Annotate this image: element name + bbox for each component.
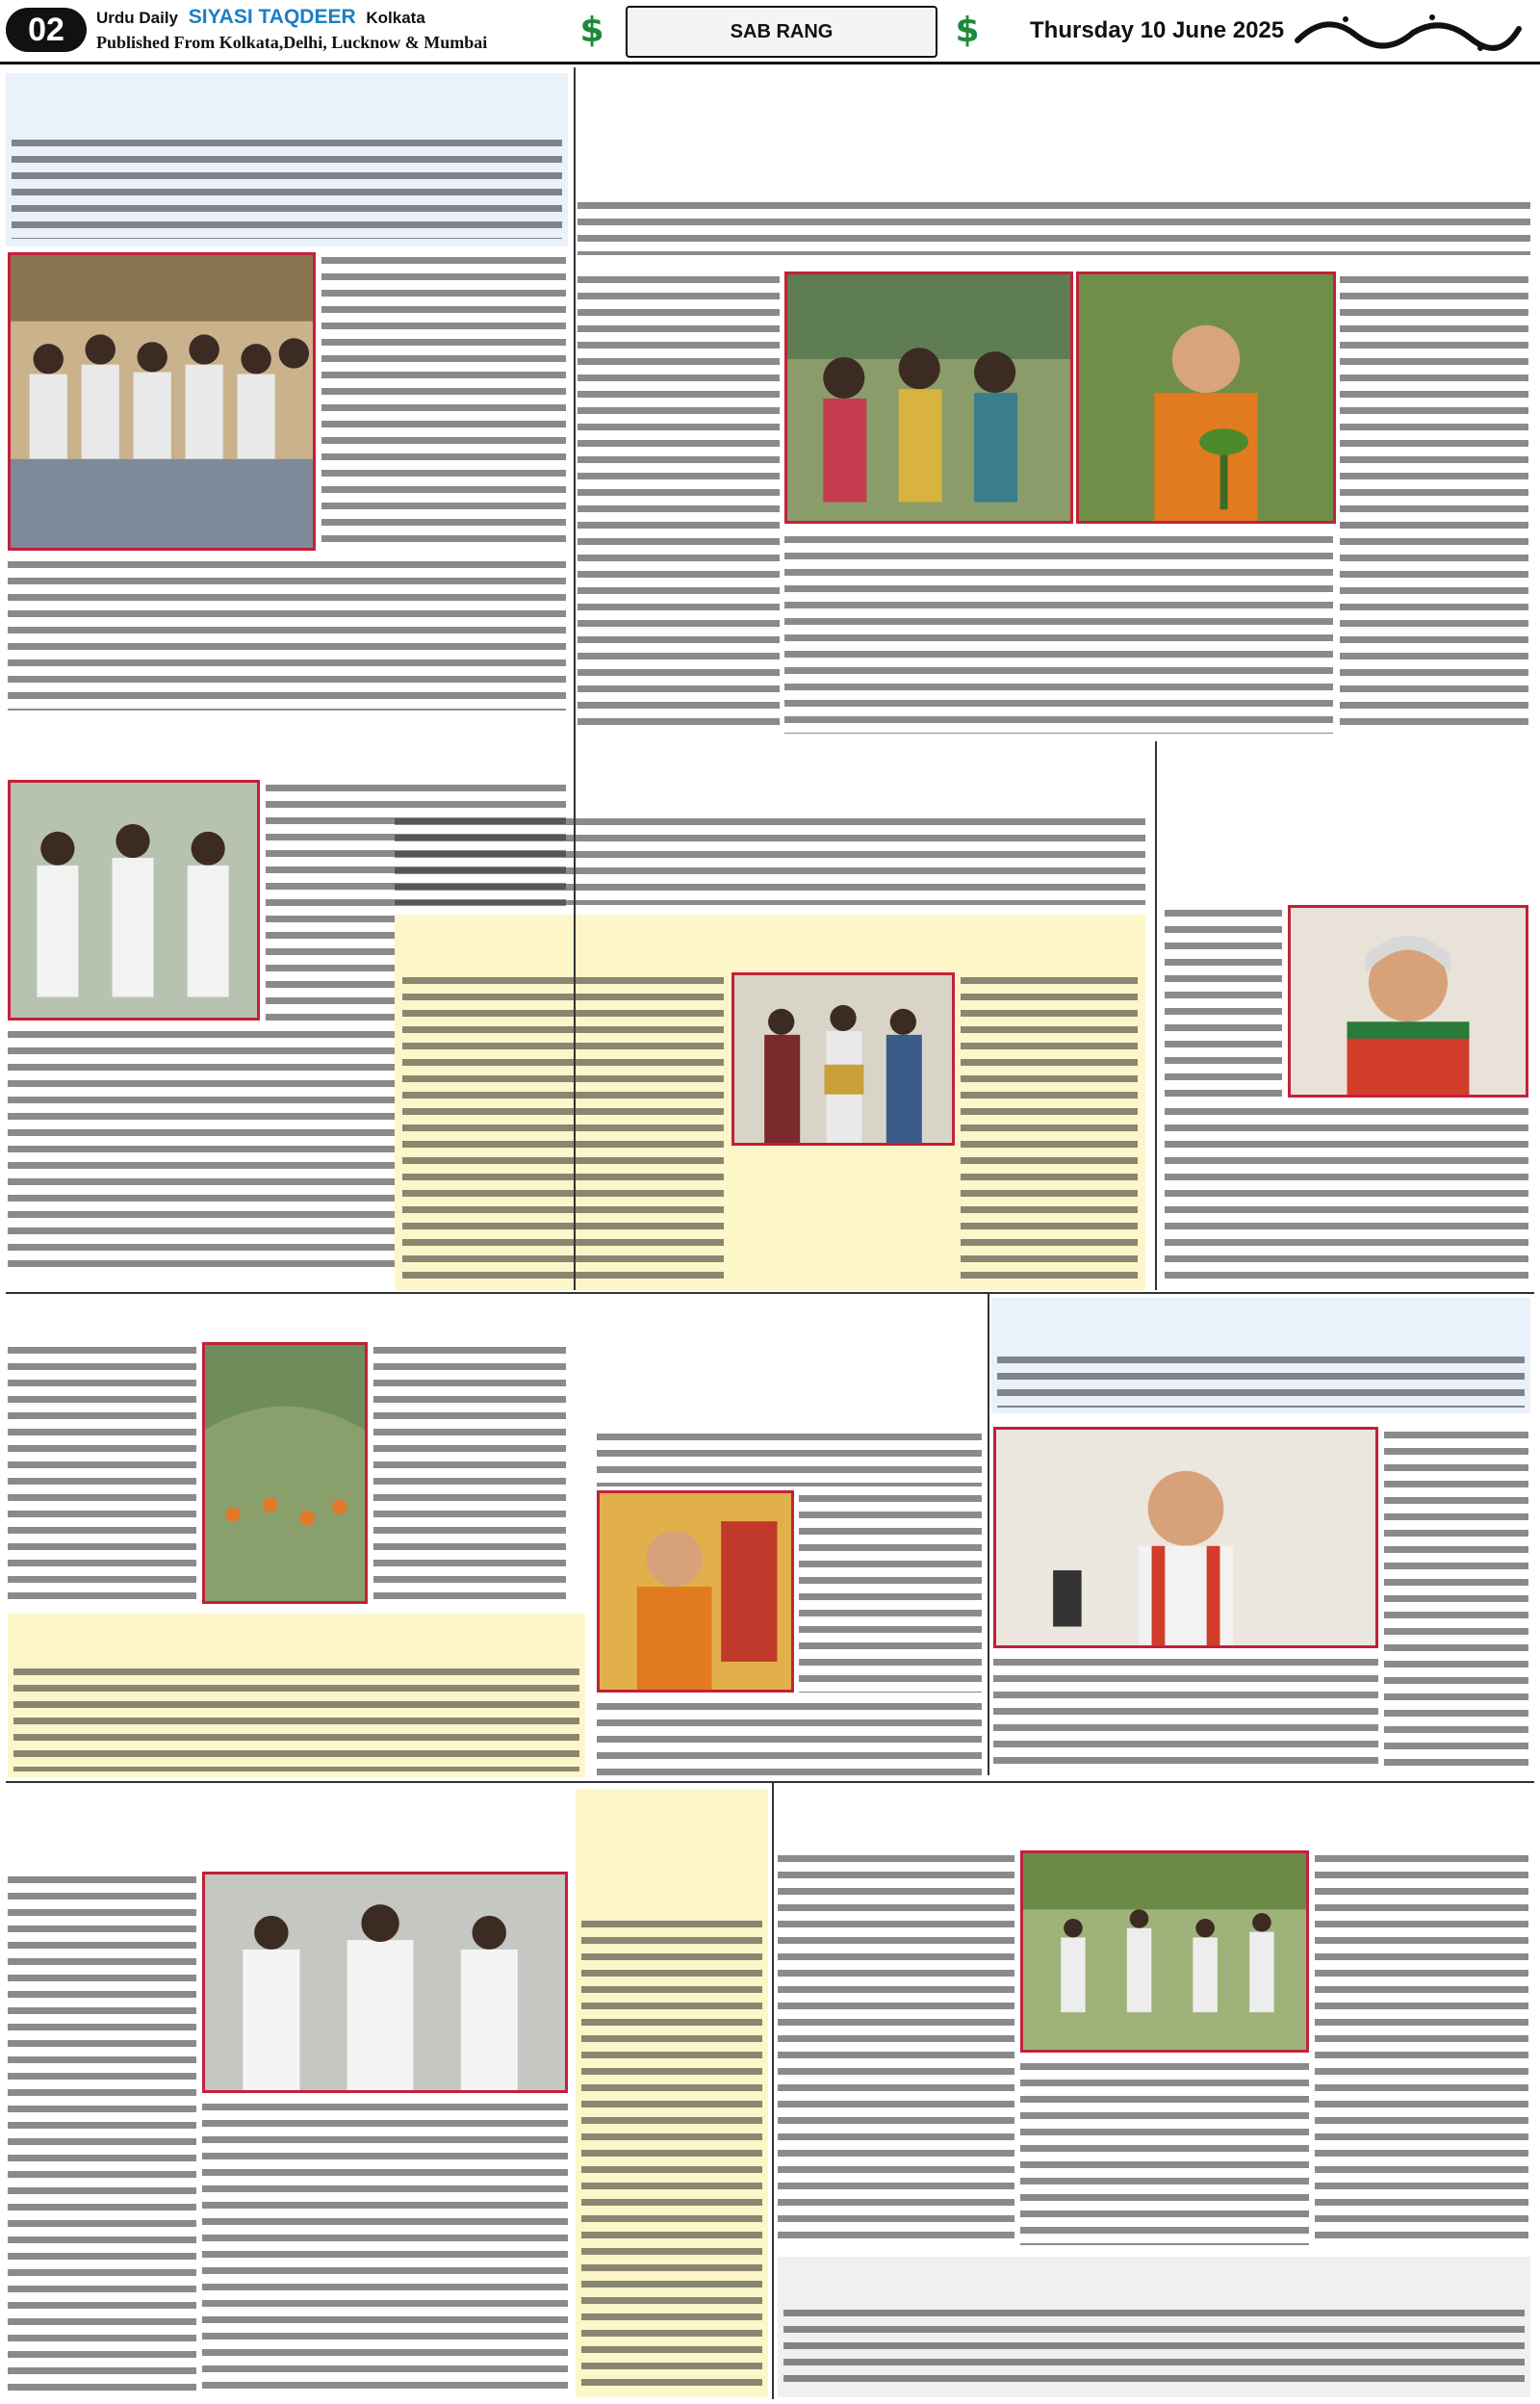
amu-business-body [581,1916,762,2391]
dollar-icon: $ [955,10,980,50]
amu-business-headline [581,1795,762,1910]
lead-photo-crowd [784,271,1073,524]
madrasa-attack-headline [8,1789,566,1866]
plantation-crore-col-1 [778,1850,1014,2245]
privatization-col-1 [321,252,566,551]
jabalpur-walk-photo-pilgrims [202,1342,368,1604]
aangan-bari-col-2 [1165,1103,1528,1286]
lead-col-left [578,271,780,734]
plantation-crore-col-3 [1020,2058,1309,2245]
plantation-crore-headline [778,1789,1530,1843]
row-rule [6,1292,1534,1294]
aangan-bari-photo-woman [1288,905,1528,1098]
row-rule [6,1781,1534,1783]
paper-name: SIYASI TAQDEER [188,6,356,28]
jabalpur-walk-headline [8,1298,566,1336]
masthead [0,0,1540,65]
madrasa-attack-photo [202,1872,568,2093]
jabalpur-walk-col-1 [8,1342,196,1604]
privatization-photo-protest [8,252,316,551]
madrasa-attack-col-2 [202,2099,568,2397]
plantation-crore-col-2 [1315,1850,1528,2245]
plantation-event-col-1 [1384,1427,1528,1773]
yogi-darshan-intro [597,1429,982,1486]
amu-geography-col-2 [961,972,1138,1280]
privatization-headline [12,81,562,129]
yogi-darshan-photo [597,1490,794,1693]
plantation-event-deck [997,1352,1525,1408]
paper-title-line [96,6,425,29]
aangan-bari-col-1 [1165,905,1282,1098]
yogi-darshan-col-2 [597,1698,982,1775]
privatization-col-2 [8,556,566,711]
column-rule [772,1783,774,2399]
issue-date: Thursday 10 June 2025 [1030,17,1285,43]
yogi-darshan-col-1 [799,1490,982,1693]
medical-college-body [395,814,1145,905]
paper-prefix: Urdu Daily [96,9,179,27]
leftsub-photo-group [8,780,260,1021]
lead-col-1 [1340,271,1528,734]
amu-geography-photo-award [732,972,955,1146]
lead-headline [578,73,1530,189]
plantation-event-headline [997,1302,1525,1346]
plantation-event-col-2 [993,1654,1378,1773]
amethi-current-headline [13,1617,579,1658]
plantation-event-photo-speaker [993,1427,1378,1648]
paper-city: Kolkata [366,9,425,27]
column-rule [574,67,576,1290]
amu-geography-headline [402,920,1138,963]
dollar-icon: $ [579,10,604,50]
published-from: Published From Kolkata,Delhi, Lucknow & Mumbai [96,33,488,52]
bahraich-arrest-headline [783,2261,1525,2299]
paper-logo [1285,4,1530,58]
medical-college-headline [395,741,1145,809]
bahraich-arrest-body [783,2305,1525,2391]
lead-photo-planting [1076,271,1336,524]
aangan-bari-headline [1160,751,1530,895]
yogi-darshan-headline [597,1298,982,1423]
privatization-deck [12,135,562,239]
column-rule [1155,741,1157,1290]
lead-col-under-photos [784,531,1333,734]
jabalpur-walk-col-2 [373,1342,566,1604]
lead-deck [578,197,1530,255]
plantation-crore-photo [1020,1850,1309,2053]
amu-geography-col-1 [402,972,724,1280]
page-number: 02 [6,8,87,52]
amethi-current-body [13,1664,579,1771]
section-title: SAB RANG [626,6,937,58]
column-rule [988,1294,989,1775]
madrasa-attack-col-1 [8,1872,196,2397]
